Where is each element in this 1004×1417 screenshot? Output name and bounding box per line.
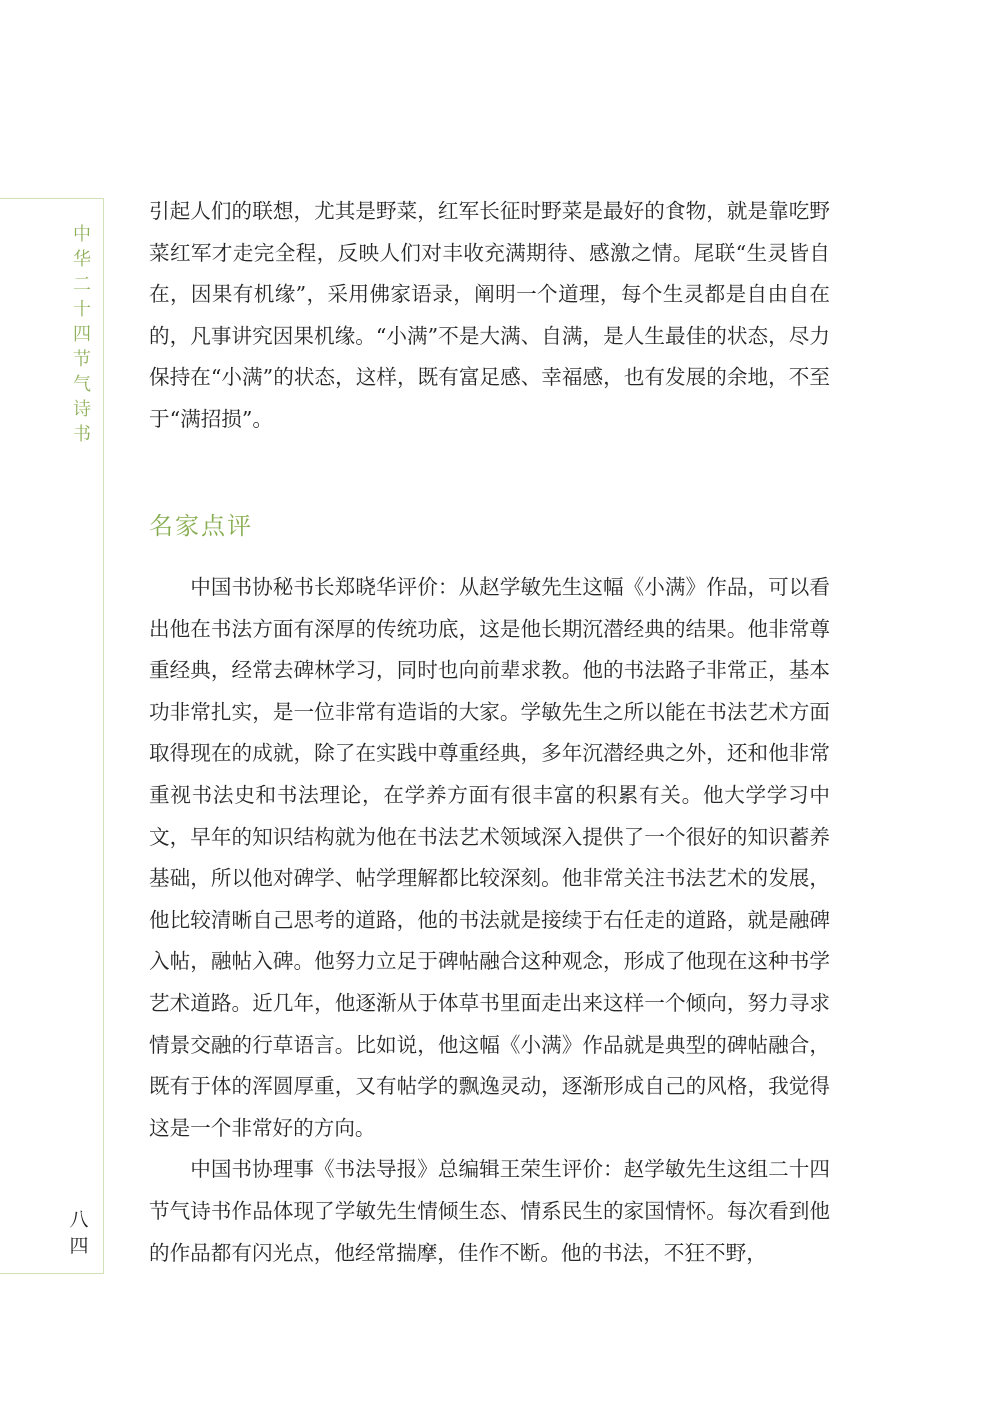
page-number-char: 四	[69, 1235, 89, 1257]
review-paragraph: 中国书协理事《书法导报》总编辑王荣生评价：赵学敏先生这组二十四节气诗书作品体现了学敏先生情倾生态、情系民生的家国情怀。每次看到他的作品都有闪光点，他经常揣摩，佳作不断。他的书法，不狂不野，	[149, 1157, 830, 1265]
running-title-char: 书	[73, 424, 91, 445]
running-title-char: 诗	[73, 399, 91, 420]
section-heading: 名家点评	[149, 512, 253, 540]
continued-paragraph-block	[149, 191, 830, 441]
review-paragraph: 中国书协秘书长郑晓华评价：从赵学敏先生这幅《小满》作品，可以看出他在书法方面有深厚的传统功底，这是他长期沉潜经典的结果。他非常尊重经典，经常去碑林学习，同时也向前辈求教。他的书法路子非常正，基本功非常扎实，是一位非常有造诣的大家。学敏先生之所以能在书法艺术方面取得现在的成就，除了在实践中尊重经典，多年沉潜经典之外，还和他非常重视书法史和书法理论，在学养方面有很丰富的积累有关。他大学学习中文，早年的知识结构就为他在书法艺术领域深入提供了一个很好的知识蓄养基础，所以他对碑学、帖学理解都比较深刻。他非常关注书法艺术的发展，他比较清晰自己思考的道路，他的书法就是接续于右任走的道路，就是融碑入帖，融帖入碑。他努力立足于碑帖融合这种观念，形成了他现在这种书学艺术道路。近几年，他逐渐从于体草书里面走出来这样一个倾向，努力寻求情景交融的行草语言。比如说，他这幅《小满》作品就是典型的碑帖融合，既有于体的浑圆厚重，又有帖学的飘逸灵动，逐渐形成自己的风格，我觉得这是一个非常好的方向。	[149, 575, 830, 1140]
running-title-char: 节	[73, 349, 91, 370]
page-number	[64, 1207, 94, 1259]
continued-paragraph: 引起人们的联想，尤其是野菜，红军长征时野菜是最好的食物，就是靠吃野菜红军才走完全程，反映人们对丰收充满期待、感激之情。尾联“生灵皆自在，因果有机缘”，采用佛家语录，阐明一个道理，每个生灵都是自由自在的，凡事讲究因果机缘。“小满”不是大满、自满，是人生最佳的状态，尽力保持在“小满”的状态，这样，既有富足感、幸福感，也有发展的余地，不至于“满招损”。	[149, 199, 830, 431]
running-title-char: 二	[73, 274, 91, 295]
running-title	[71, 222, 93, 447]
running-title-char: 中	[73, 224, 91, 245]
running-title-char: 四	[73, 324, 91, 345]
review-text-block	[149, 567, 830, 1274]
running-title-char: 气	[73, 374, 91, 395]
page-number-char: 八	[69, 1209, 89, 1231]
running-title-char: 十	[73, 299, 91, 320]
running-title-char: 华	[73, 249, 91, 270]
